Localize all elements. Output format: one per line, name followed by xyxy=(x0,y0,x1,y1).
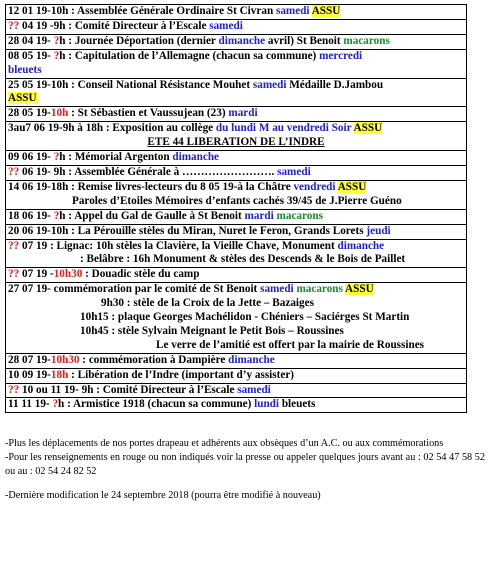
document xyxy=(5,4,489,503)
table-row xyxy=(6,383,467,398)
row-line xyxy=(8,122,464,136)
row-10-09 xyxy=(6,368,467,383)
table-row xyxy=(6,224,467,239)
day-label: samedi xyxy=(275,5,310,17)
day-label: jeudi xyxy=(366,224,391,237)
row-line xyxy=(8,283,464,297)
text-segment: 20 06 19-10h : La Pérouille stèles du Miran, Nuret le Feron, Grands Lorets xyxy=(8,224,367,237)
text-segment: 10 09 19- xyxy=(8,368,51,381)
day-label: mercredi xyxy=(319,49,363,62)
table-row xyxy=(6,283,467,354)
row-line xyxy=(8,181,464,195)
row-18-06 xyxy=(6,209,467,224)
day-label: mardi xyxy=(244,209,274,222)
text-segment: avril) St Benoit xyxy=(265,34,344,47)
row-line xyxy=(8,64,464,78)
row-14-06 xyxy=(6,180,467,209)
text-segment: : commémoration à Dampière xyxy=(79,353,229,366)
row-exposition xyxy=(6,122,467,151)
day-label: mardi xyxy=(228,107,258,120)
section-heading: ETE 44 LIBERATION DE L’INDRE xyxy=(147,136,325,149)
day-label: samedi xyxy=(209,19,243,32)
table-row xyxy=(6,209,467,224)
text-segment: 28 05 19- xyxy=(8,107,51,120)
macarons-label: macarons xyxy=(296,283,343,296)
text-segment: Médaille D.Jambou xyxy=(286,78,384,91)
unknown-time-marker: ? xyxy=(53,151,60,164)
row-27-07 xyxy=(6,283,467,354)
text-segment: 09 06 19- xyxy=(8,151,54,164)
assu-badge: ASSU xyxy=(311,5,341,17)
day-label: vendredi xyxy=(293,180,336,193)
row-28-07 xyxy=(6,353,467,368)
row-line xyxy=(8,35,464,49)
row-04-19 xyxy=(6,19,467,34)
day-label: samedi xyxy=(237,383,271,396)
unknown-time-marker: ? xyxy=(53,34,60,47)
unknown-time-marker: ?? xyxy=(8,239,22,252)
macarons-label: macarons xyxy=(343,34,390,47)
text-segment: : Belâbre : 16h Monument & stèles des Descends & le Bois de Paillet xyxy=(80,253,406,266)
row-20-06 xyxy=(6,224,467,239)
text-segment: bleuets xyxy=(279,398,316,411)
unknown-time-marker: ?? xyxy=(8,165,22,178)
text-segment: 12 01 19-10h : Assemblée Générale Ordinaire St Civran xyxy=(8,5,276,17)
events-table-body xyxy=(6,5,467,413)
day-label: samedi xyxy=(260,283,294,296)
text-segment: 27 07 19- commémoration par le comité de St Benoit xyxy=(8,283,261,296)
row-line xyxy=(8,20,464,34)
table-row xyxy=(6,353,467,368)
row-line xyxy=(8,195,464,209)
row-line xyxy=(8,151,464,165)
text-segment: h : Appel du Gal de Gaulle à St Benoit xyxy=(59,209,245,222)
row-line xyxy=(8,398,464,412)
events-table xyxy=(5,4,467,413)
table-row xyxy=(6,368,467,383)
text-segment: 18 06 19- xyxy=(8,209,54,222)
unknown-time-marker: ?? xyxy=(8,268,22,281)
table-row xyxy=(6,122,467,151)
row-line xyxy=(8,225,464,239)
row-line xyxy=(8,268,464,282)
text-segment: 28 04 19- xyxy=(8,34,54,47)
day-label: samedi xyxy=(277,165,311,178)
row-08-05 xyxy=(6,49,467,78)
row-25-05 xyxy=(6,78,467,107)
row-line xyxy=(8,5,464,19)
table-row xyxy=(6,165,467,180)
unknown-time-marker: ? xyxy=(53,209,60,222)
row-ag-06 xyxy=(6,165,467,180)
text-segment: 10h45 : stèle Sylvain Meignant le Petit Bois – Roussines xyxy=(80,324,344,337)
table-row xyxy=(6,398,467,413)
text-segment: 07 19 : Lignac: 10h stèles la Clavière, la Vieille Chave, Monument xyxy=(21,239,338,252)
text-segment: 10 ou 11 19- 9h : Comité Directeur à l’Escale xyxy=(21,383,238,396)
unknown-time-marker: ? xyxy=(53,49,60,62)
row-line xyxy=(8,166,464,180)
text-segment: h : Armistice 1918 (chacun sa commune) xyxy=(58,398,255,411)
notes-section xyxy=(5,437,485,502)
row-line xyxy=(8,136,464,150)
text-segment: : St Sébastien et Vaussujean (23) xyxy=(68,107,229,120)
row-line xyxy=(8,79,464,93)
assu-badge: ASSU xyxy=(353,122,383,135)
table-row xyxy=(6,19,467,34)
row-line xyxy=(8,369,464,383)
row-10-11-09 xyxy=(6,383,467,398)
text-segment: 3au7 06 19-9h à 18h : Exposition au collège xyxy=(8,122,216,135)
text-segment: : Douadic stèle du camp xyxy=(82,268,200,281)
text-segment: h : Mémorial Argenton xyxy=(59,151,173,164)
row-07-19-lignac xyxy=(6,239,467,268)
unknown-time-marker: 18h xyxy=(50,368,69,381)
row-line xyxy=(8,50,464,64)
row-line xyxy=(8,325,464,339)
assu-badge: ASSU xyxy=(337,180,367,193)
unknown-time-marker: 10h30 xyxy=(53,268,83,281)
text-segment: 06 19- 9h : Assemblée Générale à ……………………. xyxy=(21,165,278,178)
day-label: lundi xyxy=(254,398,280,411)
text-segment: 9h30 : stèle de la Croix de la Jette – Bazaiges xyxy=(101,297,314,310)
row-12-01 xyxy=(6,5,467,20)
unknown-time-marker: 10h30 xyxy=(50,353,80,366)
day-label: bleuets xyxy=(8,63,42,76)
text-segment: 14 06 19-18h : Remise livres-lecteurs du 8 05 19-à la Châtre xyxy=(8,180,294,193)
day-label: dimanche xyxy=(218,34,266,47)
row-line xyxy=(8,339,464,353)
row-28-04 xyxy=(6,34,467,49)
table-row xyxy=(6,5,467,20)
day-label: samedi xyxy=(252,78,287,91)
text-segment: 28 07 19- xyxy=(8,353,51,366)
row-line xyxy=(8,297,464,311)
text-segment: h : Capitulation de l’Allemagne (chacun sa commune) xyxy=(59,49,320,62)
row-line xyxy=(8,92,464,106)
row-line xyxy=(8,253,464,267)
text-segment: Paroles d’Etoiles Mémoires d’enfants cachés 39/45 de J.Pierre Guéno xyxy=(72,194,402,207)
note-obseques: -Plus les déplacements de nos portes drapeau et adhérents aux obsèques d’un A.C. ou aux commémorations xyxy=(5,438,444,450)
row-28-05 xyxy=(6,107,467,122)
row-07-19-douadic xyxy=(6,268,467,283)
text-segment: : Libération de l’Indre (important d’y assister) xyxy=(68,368,295,381)
text-segment: 11 11 19- xyxy=(8,398,53,411)
day-label: du lundi M au vendredi Soir xyxy=(215,122,352,135)
macarons-label: macarons xyxy=(276,209,323,222)
row-line xyxy=(8,240,464,254)
row-line xyxy=(8,311,464,325)
text-segment: Le verre de l’amitié est offert par la mairie de Roussines xyxy=(156,338,425,351)
table-row xyxy=(6,49,467,78)
row-line xyxy=(8,210,464,224)
note-renseignements: -Pour les renseignements en rouge ou non indiqués voir la presse ou appeler quelques jours avant au : 02 54 47 58 52 ou au : 02 54 24 82 52 xyxy=(5,451,485,477)
row-line xyxy=(8,107,464,121)
text-segment: 25 05 19-10h : Conseil National Résistance Mouhet xyxy=(8,78,253,91)
text-segment: h : Journée Déportation (dernier xyxy=(59,34,219,47)
table-row xyxy=(6,34,467,49)
day-label: dimanche xyxy=(337,239,385,252)
table-row xyxy=(6,239,467,268)
unknown-time-marker: ?? xyxy=(8,383,22,396)
day-label: dimanche xyxy=(228,353,275,366)
text-segment: 08 05 19- xyxy=(8,49,54,62)
table-row xyxy=(6,180,467,209)
unknown-time-marker: ? xyxy=(52,398,59,411)
note-derniere-modification: -Dernière modification le 24 septembre 2018 (pourra être modifié à nouveau) xyxy=(5,490,321,502)
day-label: dimanche xyxy=(172,151,220,164)
row-line xyxy=(8,354,464,368)
table-row xyxy=(6,78,467,107)
text-segment: 04 19 -9h : Comité Directeur à l’Escale xyxy=(21,19,210,32)
table-row xyxy=(6,151,467,166)
unknown-time-marker: 10h xyxy=(50,107,69,120)
table-row xyxy=(6,107,467,122)
assu-badge: ASSU xyxy=(8,92,37,105)
text-segment: 07 19 - xyxy=(21,268,54,281)
row-11-11 xyxy=(6,398,467,413)
unknown-time-marker: ?? xyxy=(8,19,22,32)
row-line xyxy=(8,384,464,398)
assu-badge: ASSU xyxy=(345,283,374,296)
row-09-06 xyxy=(6,151,467,166)
table-row xyxy=(6,268,467,283)
text-segment: 10h15 : plaque Georges Machélidon - Chéniers – Saciérges St Martin xyxy=(80,311,410,324)
